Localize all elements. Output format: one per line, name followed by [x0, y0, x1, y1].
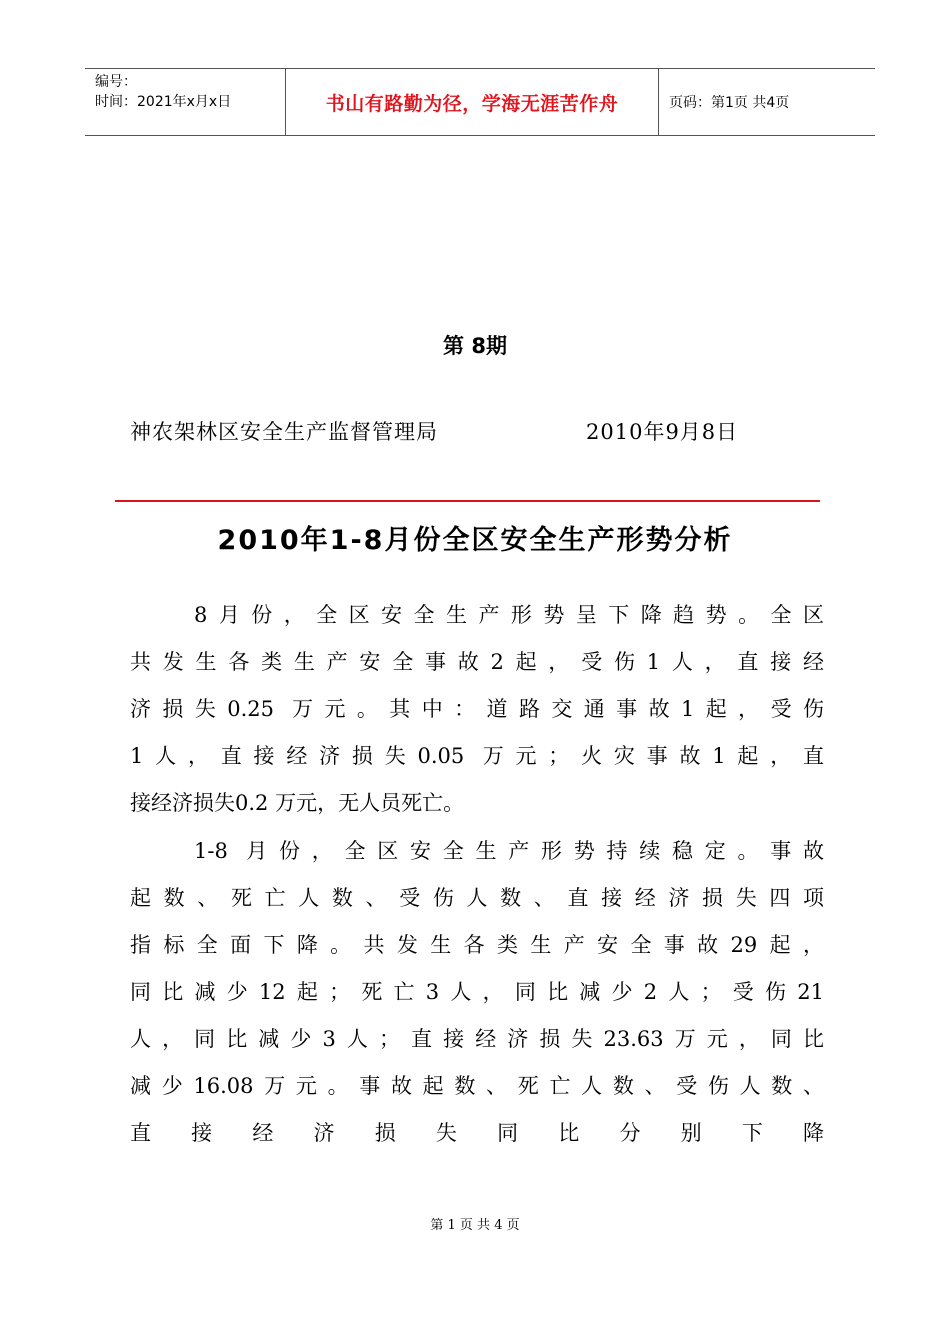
- time-label: 时间：2021年x月x日: [95, 94, 232, 110]
- header-table: [85, 68, 875, 136]
- text-line: 直接经济损失同比分别下降: [130, 1121, 824, 1145]
- text-line: 济损失0.25 万元。其中：道路交通事故1起，受伤: [130, 697, 824, 721]
- header-meta-cell: [85, 69, 286, 135]
- text-line: 指标全面下降。共发生各类生产安全事故29起，: [130, 933, 824, 957]
- text-line: 1人，直接经济损失0.05 万元；火灾事故1起，直: [130, 744, 824, 768]
- text-line: 8月份，全区安全生产形势呈下降趋势。全区: [194, 603, 824, 627]
- text-line: 共发生各类生产安全事故2起，受伤1人，直接经: [130, 650, 824, 674]
- issue-number: 第 8期: [443, 334, 507, 358]
- org-line: [130, 416, 830, 446]
- page-footer: 第 1 页 共 4 页: [430, 1218, 520, 1233]
- document-title: 2010年1-8月份全区安全生产形势分析: [217, 525, 733, 556]
- org-name: 神农架林区安全生产监督管理局: [130, 420, 438, 444]
- number-label: 编号：: [95, 74, 137, 90]
- text-line: 起数、死亡人数、受伤人数、直接经济损失四项: [130, 886, 824, 910]
- paragraph-1: [130, 592, 824, 827]
- text-line: 减少16.08万元。事故起数、死亡人数、受伤人数、: [130, 1074, 824, 1098]
- text-line: 同比减少12起；死亡3人，同比减少2人；受伤21: [130, 980, 824, 1004]
- text-line: 接经济损失0.2 万元，无人员死亡。: [130, 791, 465, 815]
- text-line: 1-8 月份，全区安全生产形势持续稳定。事故: [194, 839, 824, 863]
- text-line: 人，同比减少3人；直接经济损失23.63万元，同比: [130, 1027, 824, 1051]
- org-date: 2010年9月8日: [586, 420, 739, 444]
- red-divider: [115, 500, 820, 502]
- header-page-info: 页码：第1页 共4页: [669, 95, 790, 111]
- header-motto: 书山有路勤为径，学海无涯苦作舟: [286, 69, 659, 135]
- paragraph-2: [130, 828, 824, 1157]
